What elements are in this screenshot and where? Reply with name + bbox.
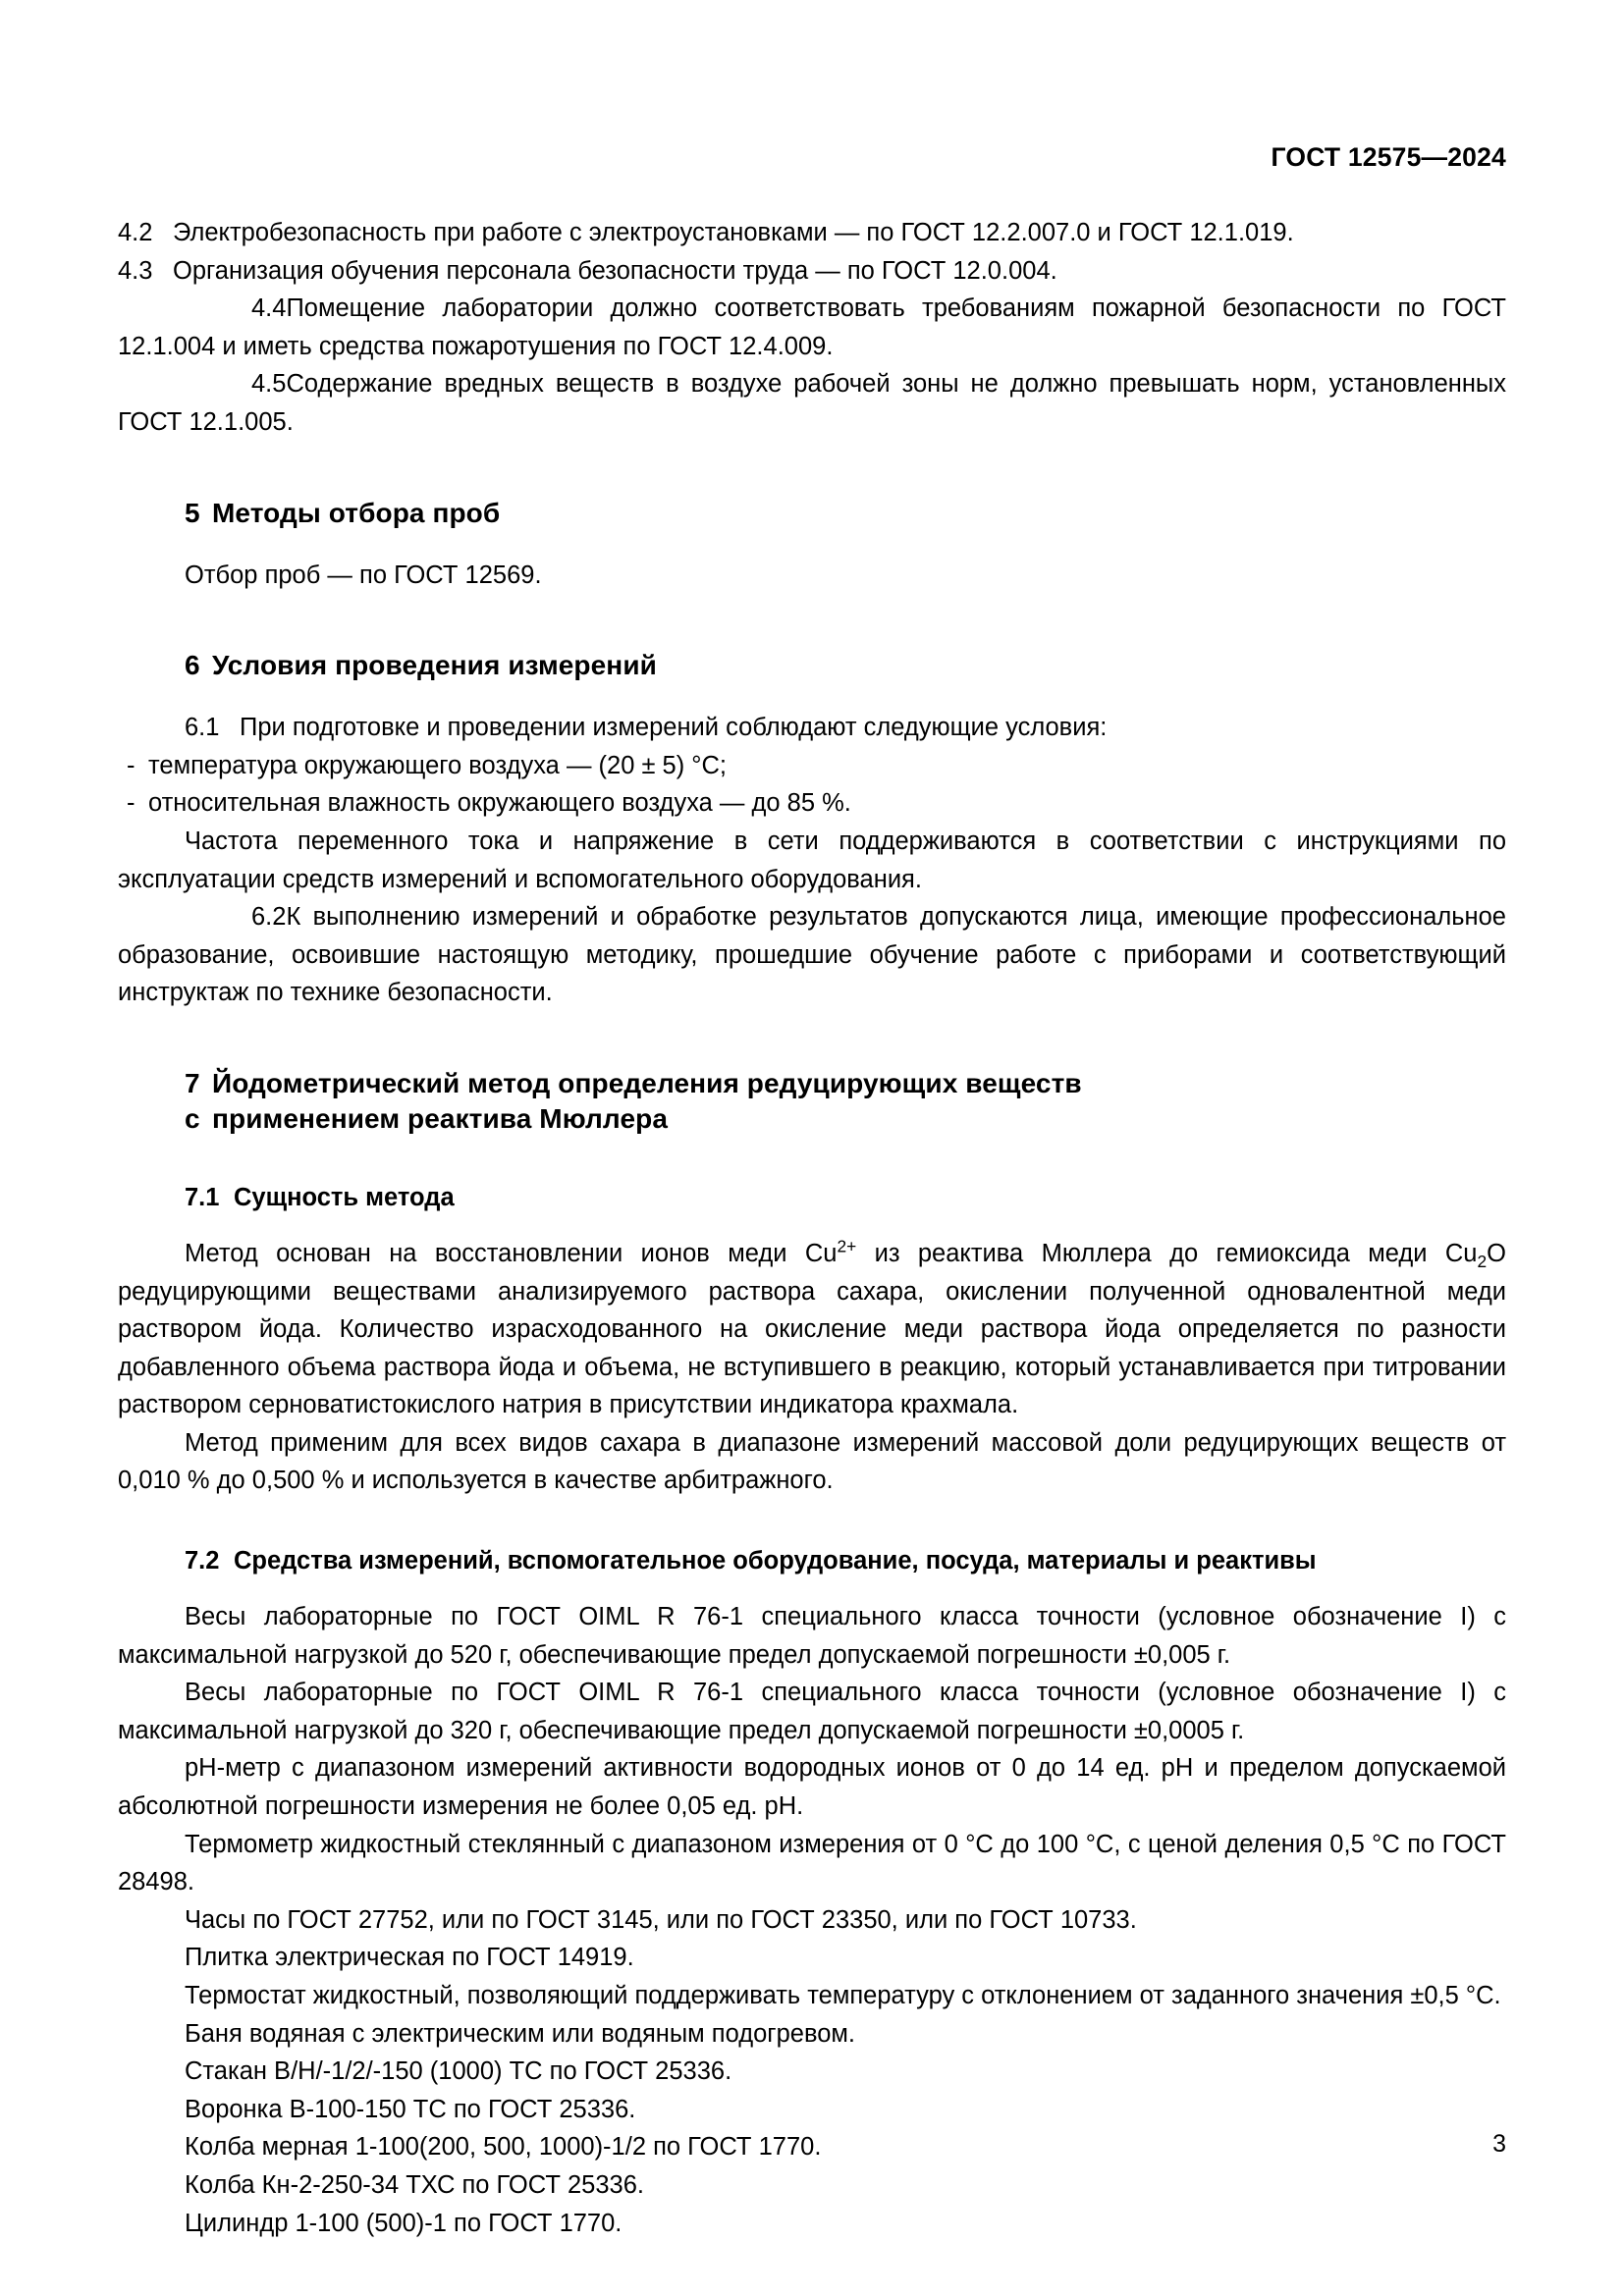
condition-humidity-text: относительная влажность окружающего воздуха — до 85 %. <box>148 789 851 818</box>
section-5-title: Методы отбора проб <box>212 497 501 528</box>
equipment-item-thermometer: Термометр жидкостный стеклянный с диапазоном измерения от 0 °C до 100 °C, с ценой деления 0,5 °C по ГОСТ 28498. <box>118 1830 1506 1896</box>
equipment-item-balance-320: Весы лабораторные по ГОСТ OIML R 76-1 специального класса точности (условное обозначение I) с максимальной нагрузкой до 320 г, обеспечивающие предел допускаемой погрешности ±0,0005 г. <box>118 1679 1506 1744</box>
section-7-title-line-1: Йодометрический метод определения редуцирующих веществ <box>212 1067 1082 1098</box>
spacer <box>118 683 1506 709</box>
section-7-number: 7 <box>185 1067 200 1098</box>
glassware-item-beaker: Стакан В/Н/-1/2/-150 (1000) ТС по ГОСТ 25336. <box>185 2057 732 2086</box>
equipment-item-ph-meter: pH-метр с диапазоном измерений активности водородных ионов от 0 до 14 ед. pH и пределом допускаемой абсолютной погрешности измерения не более 0,05 ед. pH. <box>118 1754 1506 1821</box>
subsection-7-1-title: Сущность метода <box>234 1183 455 1211</box>
clause-4-5-number: 4.5 <box>251 370 287 399</box>
equipment-item-balance-520: Весы лабораторные по ГОСТ OIML R 76-1 специального класса точности (условное обозначение I) с максимальной нагрузкой до 520 г, обеспечивающие предел допускаемой погрешности ±0,005 г. <box>118 1603 1506 1669</box>
glassware-item-volumetric-flask: Колба мерная 1-100(200, 500, 1000)-1/2 по ГОСТ 1770. <box>185 2133 822 2162</box>
clause-4-4-text: Помещение лаборатории должно соответствовать требованиям пожарной безопасности по ГОСТ 12.1.004 и иметь средства пожаротушения по ГОСТ 12.4.009. <box>118 294 1506 360</box>
equipment-item-hotplate: Плитка электрическая по ГОСТ 14919. <box>185 1944 634 1972</box>
subsection-7-1-paragraph-2: Метод применим для всех видов сахара в диапазоне измерений массовой доли редуцирующих веществ от 0,010 % до 0,500 % и используется в качестве арбитражного. <box>118 1428 1506 1495</box>
glassware-item-cylinder: Цилиндр 1-100 (500)-1 по ГОСТ 1770. <box>185 2209 623 2237</box>
spacer <box>118 1137 1506 1180</box>
section-6-title: Условия проведения измерений <box>212 650 657 681</box>
section-6-heading <box>118 648 1506 683</box>
clause-6-1-number: 6.1 <box>185 714 220 742</box>
glassware-item-conical-flask: Колба Кн-2-250-34 ТХС по ГОСТ 25336. <box>185 2170 644 2199</box>
document-body <box>118 214 1506 2242</box>
page-number: 3 <box>1492 2130 1506 2158</box>
clause-4-3-number: 4.3 <box>118 256 153 285</box>
subsection-7-1-paragraph-1 <box>118 1235 1506 1424</box>
clause-6-2-text: К выполнению измерений и обработке результатов допускаются лица, имеющие профессиональное образование, освоившие настоящую методику, прошедшие обучение работе с приборами и соответствующий инструктаж по технике безопасности. <box>118 903 1506 1007</box>
spacer <box>118 1578 1506 1598</box>
list-dash: - <box>127 751 135 779</box>
section-7-title-line-2: применением реактива Мюллера <box>212 1102 668 1134</box>
spacer <box>118 1500 1506 1543</box>
clause-4-4-number: 4.4 <box>251 294 287 323</box>
subsection-7-1-heading <box>118 1180 1506 1215</box>
section-5-number: 5 <box>185 497 200 528</box>
condition-temperature-text: температура окружающего воздуха — (20 ± 5) °C; <box>148 751 728 779</box>
spacer <box>118 1215 1506 1235</box>
spacer <box>118 531 1506 557</box>
clause-4-4 <box>118 290 1506 365</box>
list-dash: - <box>127 789 135 818</box>
spacer <box>118 442 1506 496</box>
clause-4-3-text: Организация обучения персонала безопасности труда — по ГОСТ 12.0.004. <box>173 256 1057 285</box>
clause-6-1-text: При подготовке и проведении измерений соблюдают следующие условия: <box>240 714 1108 742</box>
clause-6-1 <box>118 709 1506 747</box>
copper-ion-superscript: 2+ <box>837 1236 857 1256</box>
clause-6-2 <box>118 898 1506 1012</box>
condition-humidity <box>118 784 1506 823</box>
clause-6-2-number: 6.2 <box>251 903 287 932</box>
section-7-heading-line-2 <box>118 1101 1506 1137</box>
glassware-item-funnel: Воронка В-100-150 ТС по ГОСТ 25336. <box>185 2095 636 2123</box>
clause-4-5-text: Содержание вредных веществ в воздухе рабочей зоны не должно превышать норм, установленных ГОСТ 12.1.005. <box>118 370 1506 436</box>
spacer <box>118 1012 1506 1066</box>
section-7-heading-line-1 <box>118 1066 1506 1101</box>
equipment-item-clock: Часы по ГОСТ 27752, или по ГОСТ 3145, или по ГОСТ 23350, или по ГОСТ 10733. <box>185 1905 1137 1934</box>
clause-4-3 <box>118 252 1506 291</box>
condition-temperature <box>118 747 1506 785</box>
section-5-body: Отбор проб — по ГОСТ 12569. <box>185 561 542 589</box>
section-6-note: Частота переменного тока и напряжение в сети поддерживаются в соответствии с инструкциями по эксплуатации средств измерений и вспомогательного оборудования. <box>118 827 1506 893</box>
section-5-heading <box>118 496 1506 531</box>
equipment-item-thermostat: Термостат жидкостный, позволяющий поддерживать температуру с отклонением от заданного значения ±0,5 °C. <box>185 1982 1501 2009</box>
running-header-standard-number: ГОСТ 12575—2024 <box>1271 142 1506 172</box>
cuprous-oxide-subscript: 2 <box>1477 1252 1488 1271</box>
subsection-7-2-number: 7.2 <box>185 1547 220 1575</box>
spacer <box>118 594 1506 648</box>
subsection-7-2-heading <box>118 1543 1506 1578</box>
paragraph-1-part-2: из реактива Мюллера до гемиоксида меди Cu <box>856 1239 1478 1267</box>
clause-4-5 <box>118 365 1506 441</box>
glassware-item-water-bath: Баня водяная с электрическим или водяным подогревом. <box>185 2019 856 2048</box>
subsection-7-1-number: 7.1 <box>185 1183 220 1211</box>
clause-4-2 <box>118 214 1506 252</box>
section-7-title-line-2-lead: с <box>185 1102 200 1134</box>
clause-4-2-text: Электробезопасность при работе с электроустановками — по ГОСТ 12.2.007.0 и ГОСТ 12.1.019. <box>173 219 1294 246</box>
paragraph-1-part-3: O редуцирующими веществами анализируемого раствора сахара, окислении полученной одновалентной меди раствором йода. Количество израсходованного на окисление меди раствора йода определяется по разности добавленного объема раствора йода и объема, не вступившего в реакцию, который устанавливается при титровании раствором серноватистокислого натрия в присутствии индикатора крахмала. <box>118 1239 1506 1419</box>
paragraph-1-part-1: Метод основан на восстановлении ионов меди Cu <box>185 1239 838 1267</box>
clause-4-2-number: 4.2 <box>118 219 153 246</box>
subsection-7-2-title: Средства измерений, вспомогательное оборудование, посуда, материалы и реактивы <box>234 1547 1317 1575</box>
section-6-number: 6 <box>185 650 200 681</box>
